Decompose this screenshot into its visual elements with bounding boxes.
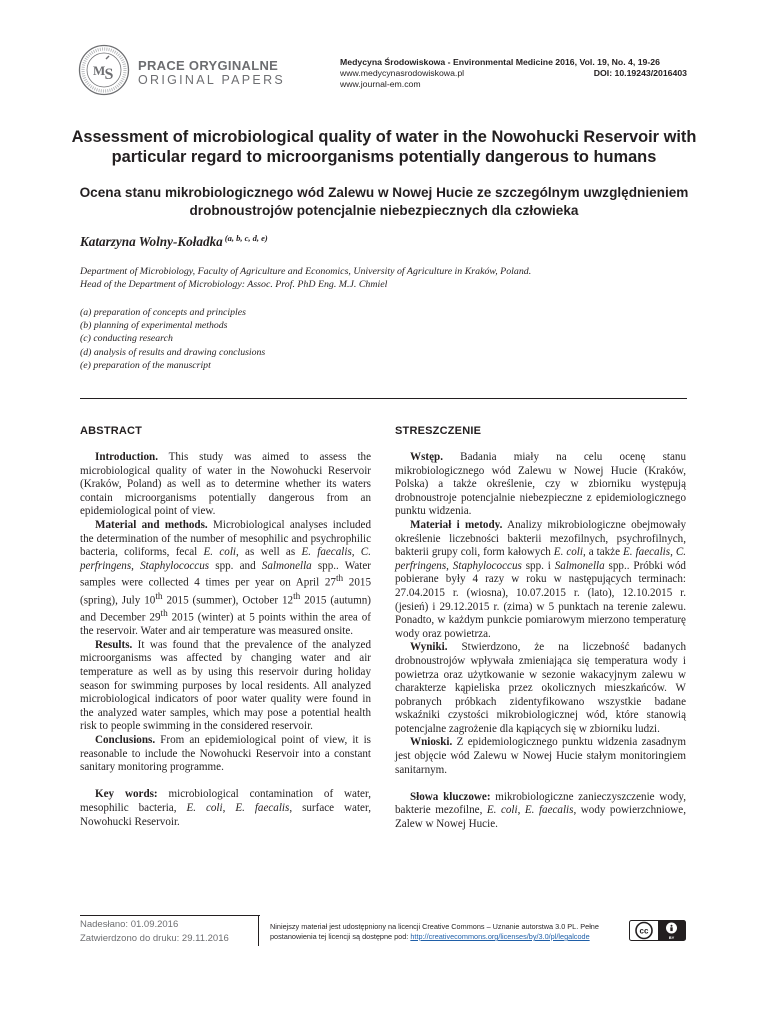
license-notice: Niniejszy materiał jest udostępniony na licencji Creative Commons – Uznanie autorstwa 3.0 PL. Pełne postanowienia tej licencji są dostępne pod: http://creativecommons.org/licenses/by/3.0/pl/legalcode <box>270 922 599 941</box>
received-date: Nadesłano: 01.09.2016 <box>80 919 179 930</box>
author-roles: (a, b, c, d, e) <box>224 233 268 243</box>
abstract-results: Results. It was found that the prevalence of the analyzed microorganisms was affected by changing water and air temperature as well as by using this reservoir during holiday season for swimming purposes by local residents. All analyzed microbiological indicators of poor water quality were found in the analyzed water samples, which may pose a potential health risk to people swimming in the considered reservoir. <box>80 638 371 733</box>
contribution-list <box>80 306 265 372</box>
cc-by-license-icon[interactable] <box>629 920 686 941</box>
series-label <box>138 58 285 88</box>
streszczenie-keywords: Słowa kluczowe: mikrobiologiczne zanieczyszczenie wody, bakterie mezofilne, E. coli, E. faecalis, wody powierzchniowe, Zalew w Nowej Hucie. <box>395 790 687 831</box>
series-label-pl: PRACE ORYGINALNE <box>138 58 279 73</box>
logo-letter-s: S <box>104 66 114 83</box>
svg-text:BY: BY <box>668 935 675 940</box>
abstract-methods: Material and methods. Microbiological analyses included the determination of the number of mesophilic and psychrophilic bacteria, coliforms, fecal E. coli, as well as E. faecalis, C. perfringens, Staphylococcus spp. and Salmonella spp.. Water samples were collected 4 times per year on April 27th 2015 (spring), July 10th 2015 (summer), October 12th 2015 (autumn) and December 29th 2015 (winter) at 5 points within the area of the reservoir. Water and air temperature was measured onsite. <box>80 518 372 638</box>
abstract-conclusions: Conclusions. From an epidemiological point of view, it is reasonable to include the Nowohucki Reservoir into a constant sanitary monitoring programme. <box>80 733 371 774</box>
license-link[interactable]: http://creativecommons.org/licenses/by/3.0/pl/legalcode <box>410 932 590 941</box>
footer-rule <box>80 915 260 916</box>
contribution-item: (d) analysis of results and drawing conclusions <box>80 346 266 358</box>
contribution-item: (a) preparation of concepts and principles <box>80 307 246 318</box>
contribution-item: (e) preparation of the manuscript <box>80 359 211 371</box>
accepted-date: Zatwierdzono do druku: 29.11.2016 <box>80 932 229 944</box>
contribution-item: (b) planning of experimental methods <box>80 320 228 332</box>
journal-seal-logo <box>78 44 130 96</box>
section-divider <box>80 398 687 399</box>
svg-text:cc: cc <box>639 926 649 936</box>
abstract-body <box>80 451 371 829</box>
series-label-en: ORIGINAL PAPERS <box>138 73 286 87</box>
streszczenie-heading: STRESZCZENIE <box>395 425 482 437</box>
journal-info <box>340 57 687 90</box>
journal-url-pl[interactable]: www.medycynasrodowiskowa.pl <box>340 68 465 78</box>
affiliation <box>80 265 531 291</box>
abstract-introduction: Introduction. This study was aimed to assess the microbiological quality of water in the Nowohucki Reservoir (Kraków, Poland) as well as to determine whether its waters contain microorganisms potentially dangerous from an epidemiological point of view. <box>80 451 371 518</box>
article-title-en: Assessment of microbiological quality of water in the Nowohucki Reservoir with particular regard to microorganisms potentially dangerous to humans <box>71 128 697 166</box>
footer-divider <box>258 916 259 946</box>
author-name: Katarzyna Wolny-Koładka <box>80 234 223 249</box>
journal-reference: Medycyna Środowiskowa - Environmental Medicine 2016, Vol. 19, No. 4, 19-26 <box>340 57 660 67</box>
logo-letter-m: M <box>93 63 106 78</box>
affiliation-line: Department of Microbiology, Faculty of Agriculture and Economics, University of Agriculture in Kraków, Poland. <box>80 266 532 277</box>
submission-dates <box>80 918 229 945</box>
doi: DOI: 10.19243/2016403 <box>593 68 687 78</box>
streszczenie-metody: Materiał i metody. Analizy mikrobiologiczne obejmowały określenie liczebności bakterii mezofilnych, psychrofilnych, bakterii grupy coli, form kałowych E. coli, a także E. faecalis, C. perfringens, Staphylococcus spp. i Salmonella spp.. Próbki wód pobierane były 4 razy w roku w następujących terminach: 27.04.2015 r. (wiosna), 10.07.2015 r. (lato), 12.10.2015 r. (jesień) i 29.12.2015 r. (zima) w 5 punktach na terenie zalewu. Ponadto, w każdym punkcie pomiarowym mierzono temperaturę wody oraz powietrza. <box>395 518 687 640</box>
contribution-item: (c) conducting research <box>80 333 173 345</box>
article-title-pl: Ocena stanu mikrobiologicznego wód Zalewu w Nowej Hucie ze szczególnym uwzględnieniem drobnoustrojów potencjalnie niebezpiecznych dla człowieka <box>79 185 689 218</box>
author <box>80 233 268 250</box>
streszczenie-body <box>395 451 686 832</box>
abstract-keywords: Key words: microbiological contamination of water, mesophilic bacteria, E. coli, E. faecalis, surface water, Nowohucki Reservoir. <box>80 788 372 828</box>
affiliation-head: Head of the Department of Microbiology: Assoc. Prof. PhD Eng. M.J. Chmiel <box>80 279 388 290</box>
streszczenie-wnioski: Wnioski. Z epidemiologicznego punktu widzenia zasadnym jest objęcie wód Zalewu w Nowej Hucie stałym monitoringiem sanitarnym. <box>395 736 686 776</box>
streszczenie-wstep: Wstęp. Badania miały na celu ocenę stanu mikrobiologicznego wód Zalewu w Nowej Hucie (Kraków, Polska) a także określenie, czy w zbiorniku występują drobnoustroje potencjalnie niebezpieczne z epidemiologicznego punktu widzenia. <box>395 451 686 518</box>
journal-url-en[interactable]: www.journal-em.com <box>340 79 421 89</box>
abstract-heading: ABSTRACT <box>80 425 143 437</box>
streszczenie-wyniki: Wyniki. Stwierdzono, że na liczebność badanych drobnoustrojów wpływała zmieniająca się temperatura wody i powietrza oraz użytkowanie w sezonie wakacyjnym zalewu w charakterze kąpieliska przez okolicznych mieszkańców. W pobranych próbkach zidentyfikowano wszystkie badane wskaźniki czystości mikrobiologicznej wód, które stanowią potencjalne zagrożenie dla kąpiących się w zbiorniku ludzi. <box>395 641 686 735</box>
